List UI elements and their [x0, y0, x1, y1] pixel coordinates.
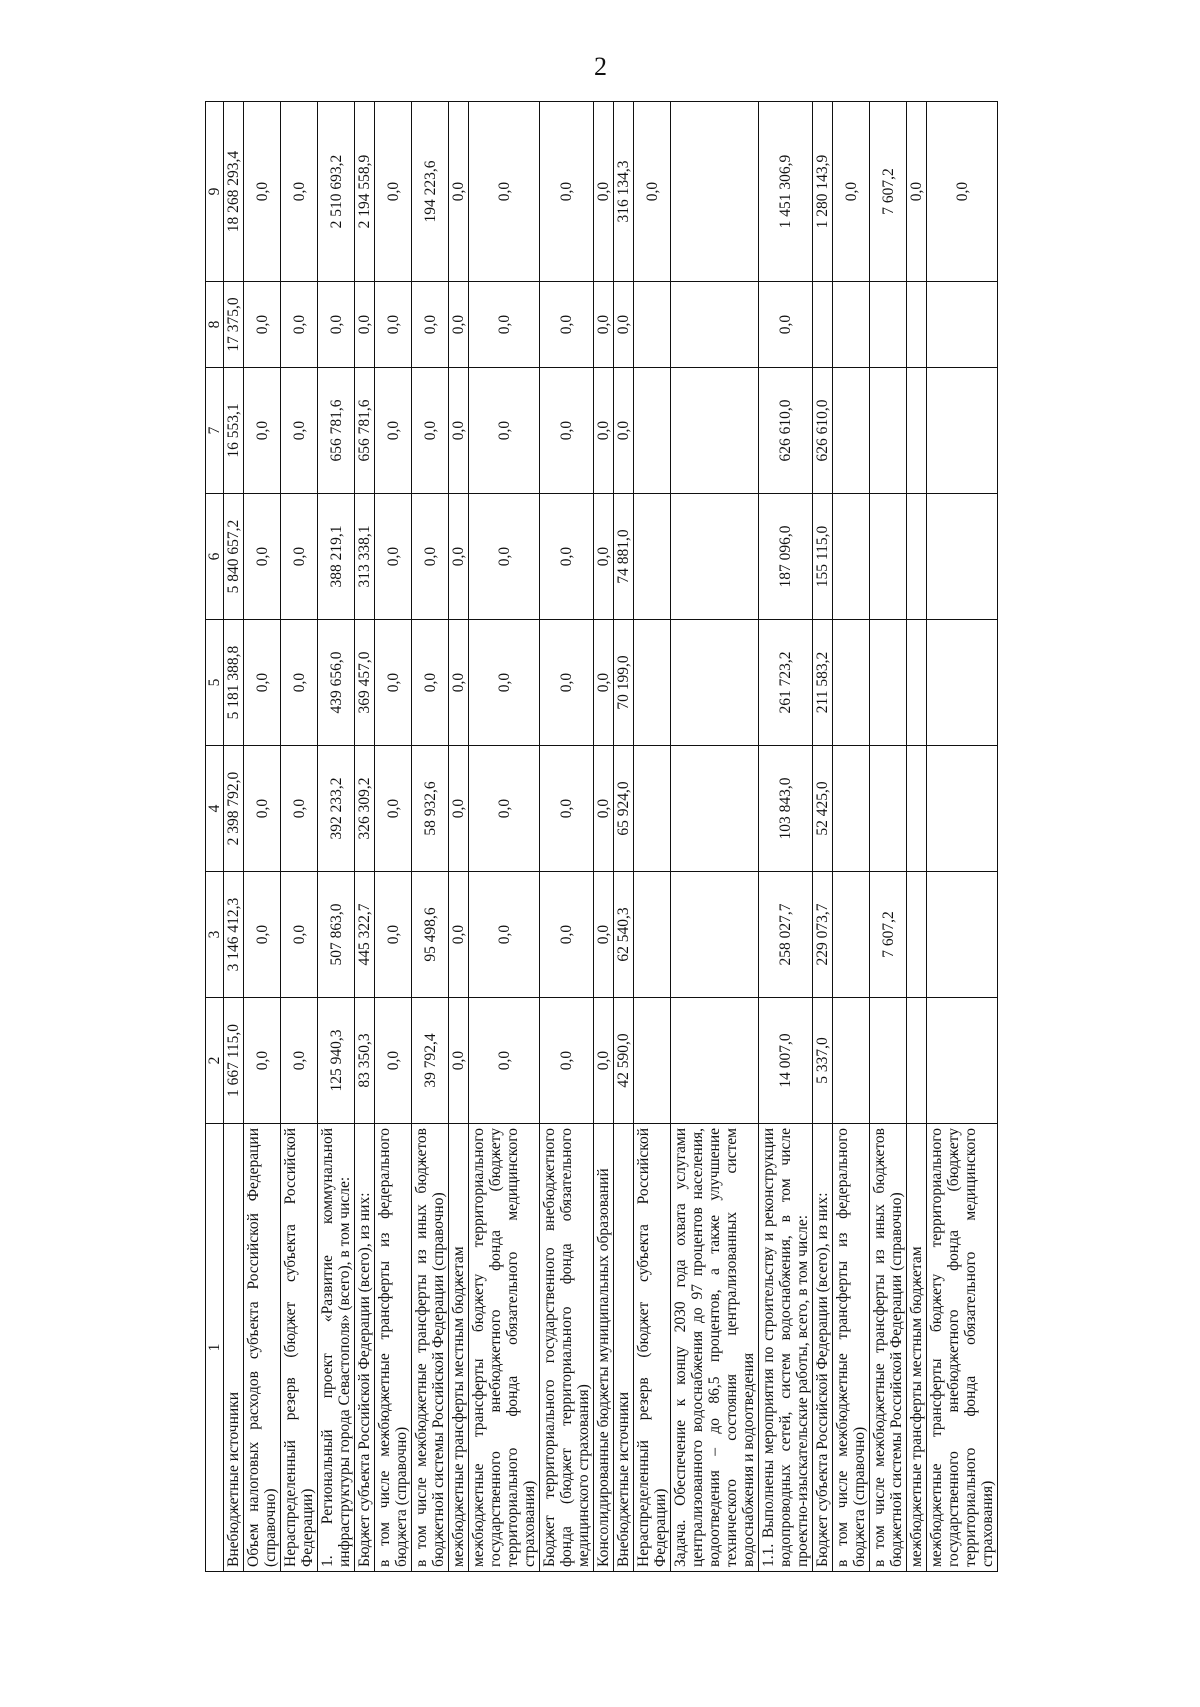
value-cell: 2 194 558,9	[355, 102, 375, 282]
value-cell	[634, 368, 671, 494]
value-cell: 1 451 306,9	[759, 102, 813, 282]
value-cell: 125 940,3	[318, 998, 355, 1124]
value-cell: 0,0	[281, 102, 318, 282]
value-cell: 0,0	[244, 998, 281, 1124]
table-row	[355, 102, 375, 1572]
table-row	[813, 102, 833, 1572]
value-cell: 52 425,0	[813, 746, 833, 872]
value-cell: 0,0	[375, 998, 412, 1124]
value-cell: 0,0	[469, 282, 540, 368]
value-cell: 0,0	[375, 620, 412, 746]
value-cell: 0,0	[281, 998, 318, 1124]
value-cell: 0,0	[449, 368, 469, 494]
value-cell	[634, 620, 671, 746]
value-cell	[907, 368, 927, 494]
value-cell: 74 881,0	[614, 494, 634, 620]
table-row	[634, 102, 671, 1572]
value-cell: 0,0	[449, 998, 469, 1124]
page-number: 2	[594, 52, 607, 81]
value-cell: 211 583,2	[813, 620, 833, 746]
column-header: 1	[206, 1124, 224, 1572]
value-cell: 0,0	[469, 102, 540, 282]
value-cell: 39 792,4	[412, 998, 449, 1124]
value-cell: 0,0	[614, 368, 634, 494]
value-cell: 313 338,1	[355, 494, 375, 620]
value-cell: 58 932,6	[412, 746, 449, 872]
value-cell: 507 863,0	[318, 872, 355, 998]
table-row	[927, 102, 998, 1572]
value-cell: 155 115,0	[813, 494, 833, 620]
value-cell	[671, 998, 759, 1124]
budget-table	[205, 101, 998, 1572]
row-label: межбюджетные трансферты местным бюджетам	[449, 1124, 469, 1572]
value-cell	[833, 282, 870, 368]
value-cell	[671, 494, 759, 620]
value-cell: 14 007,0	[759, 998, 813, 1124]
value-cell: 0,0	[244, 368, 281, 494]
value-cell	[833, 998, 870, 1124]
value-cell: 0,0	[469, 746, 540, 872]
value-cell: 0,0	[469, 998, 540, 1124]
value-cell	[870, 282, 907, 368]
value-cell: 0,0	[907, 102, 927, 282]
value-cell: 0,0	[244, 872, 281, 998]
value-cell: 258 027,7	[759, 872, 813, 998]
table-row	[759, 102, 813, 1572]
value-cell: 5 840 657,2	[224, 494, 244, 620]
value-cell: 0,0	[244, 620, 281, 746]
value-cell: 626 610,0	[813, 368, 833, 494]
value-cell: 42 590,0	[614, 998, 634, 1124]
value-cell: 0,0	[355, 282, 375, 368]
table-row	[375, 102, 412, 1572]
table-row	[244, 102, 281, 1572]
row-label: Бюджет субъекта Российской Федерации (всего), из них:	[813, 1124, 833, 1572]
value-cell: 0,0	[927, 102, 998, 282]
value-cell	[671, 368, 759, 494]
value-cell: 0,0	[449, 872, 469, 998]
column-header: 8	[206, 282, 224, 368]
table-row	[870, 102, 907, 1572]
value-cell: 0,0	[469, 872, 540, 998]
value-cell: 0,0	[540, 102, 594, 282]
value-cell: 0,0	[375, 494, 412, 620]
value-cell: 0,0	[318, 282, 355, 368]
row-label: Нераспределенный резерв (бюджет субъекта Российской Федерации)	[634, 1124, 671, 1572]
value-cell: 388 219,1	[318, 494, 355, 620]
value-cell: 229 073,7	[813, 872, 833, 998]
value-cell	[927, 872, 998, 998]
value-cell: 5 181 388,8	[224, 620, 244, 746]
row-label: в том числе межбюджетные трансферты из иных бюджетов бюджетной системы Российской Федерации (справочно)	[412, 1124, 449, 1572]
value-cell: 0,0	[412, 494, 449, 620]
row-label: межбюджетные трансферты местным бюджетам	[907, 1124, 927, 1572]
value-cell: 392 233,2	[318, 746, 355, 872]
value-cell: 626 610,0	[759, 368, 813, 494]
value-cell: 2 510 693,2	[318, 102, 355, 282]
row-label: Внебюджетные источники	[614, 1124, 634, 1572]
row-label: Бюджет субъекта Российской Федерации (всего), из них:	[355, 1124, 375, 1572]
value-cell: 0,0	[759, 282, 813, 368]
value-cell: 0,0	[375, 872, 412, 998]
value-cell: 0,0	[412, 282, 449, 368]
value-cell	[833, 746, 870, 872]
table-row	[224, 102, 244, 1572]
value-cell: 0,0	[449, 746, 469, 872]
value-cell: 103 843,0	[759, 746, 813, 872]
value-cell: 18 268 293,4	[224, 102, 244, 282]
value-cell: 0,0	[281, 494, 318, 620]
table-row	[614, 102, 634, 1572]
row-label: межбюджетные трансферты бюджету территориального государственного внебюджетного фонда (бюджету территориального фонда обязательного медицинского страхования)	[469, 1124, 540, 1572]
value-cell: 17 375,0	[224, 282, 244, 368]
value-cell: 0,0	[540, 494, 594, 620]
value-cell	[833, 872, 870, 998]
value-cell: 0,0	[469, 368, 540, 494]
value-cell	[870, 368, 907, 494]
value-cell: 0,0	[594, 998, 614, 1124]
table-row	[318, 102, 355, 1572]
table-row	[907, 102, 927, 1572]
value-cell: 0,0	[594, 746, 614, 872]
table-row	[281, 102, 318, 1572]
value-cell: 0,0	[634, 102, 671, 282]
value-cell: 0,0	[281, 368, 318, 494]
row-label: 1.1. Выполнены мероприятия по строительству и реконструкции водопроводных сетей, систем водоснабжения, в том числе проектно-изыскательские работы, всего, в том числе:	[759, 1124, 813, 1572]
value-cell	[634, 494, 671, 620]
value-cell: 187 096,0	[759, 494, 813, 620]
row-label: Внебюджетные источники	[224, 1124, 244, 1572]
value-cell: 0,0	[540, 746, 594, 872]
value-cell: 0,0	[594, 620, 614, 746]
column-header: 2	[206, 998, 224, 1124]
value-cell: 0,0	[594, 282, 614, 368]
value-cell: 70 199,0	[614, 620, 634, 746]
value-cell	[907, 872, 927, 998]
value-cell	[927, 620, 998, 746]
value-cell	[927, 998, 998, 1124]
column-header: 3	[206, 872, 224, 998]
value-cell	[833, 494, 870, 620]
value-cell: 445 322,7	[355, 872, 375, 998]
column-header: 6	[206, 494, 224, 620]
value-cell	[671, 282, 759, 368]
value-cell: 0,0	[540, 620, 594, 746]
value-cell	[671, 620, 759, 746]
value-cell: 0,0	[469, 494, 540, 620]
row-label: Объем налоговых расходов субъекта Российской Федерации (справочно)	[244, 1124, 281, 1572]
value-cell	[927, 368, 998, 494]
column-header: 4	[206, 746, 224, 872]
value-cell: 0,0	[594, 368, 614, 494]
value-cell: 369 457,0	[355, 620, 375, 746]
value-cell	[634, 998, 671, 1124]
row-label: 1. Региональный проект «Развитие коммунальной инфраструктуры города Севастополя» (всего), в том числе:	[318, 1124, 355, 1572]
row-label: межбюджетные трансферты бюджету территориального государственного внебюджетного фонда (бюджету территориального фонда обязательного медицинского страхования)	[927, 1124, 998, 1572]
row-label: в том числе межбюджетные трансферты из федерального бюджета (справочно)	[375, 1124, 412, 1572]
value-cell	[907, 494, 927, 620]
row-label: Бюджет территориального государственного внебюджетного фонда (бюджет территориального фонда обязательного медицинского страхования)	[540, 1124, 594, 1572]
value-cell	[907, 620, 927, 746]
value-cell: 83 350,3	[355, 998, 375, 1124]
value-cell: 7 607,2	[870, 102, 907, 282]
value-cell: 194 223,6	[412, 102, 449, 282]
value-cell: 0,0	[449, 620, 469, 746]
value-cell	[870, 494, 907, 620]
value-cell: 3 146 412,3	[224, 872, 244, 998]
value-cell: 0,0	[375, 282, 412, 368]
table-row	[469, 102, 540, 1572]
value-cell	[634, 746, 671, 872]
value-cell: 0,0	[540, 368, 594, 494]
value-cell: 0,0	[375, 746, 412, 872]
column-header: 5	[206, 620, 224, 746]
value-cell: 0,0	[540, 998, 594, 1124]
value-cell	[671, 746, 759, 872]
value-cell: 0,0	[594, 102, 614, 282]
value-cell: 439 656,0	[318, 620, 355, 746]
value-cell: 65 924,0	[614, 746, 634, 872]
value-cell	[907, 998, 927, 1124]
row-label: Нераспределенный резерв (бюджет субъекта Российской Федерации)	[281, 1124, 318, 1572]
value-cell: 261 723,2	[759, 620, 813, 746]
value-cell	[634, 282, 671, 368]
value-cell: 0,0	[281, 282, 318, 368]
value-cell: 16 553,1	[224, 368, 244, 494]
row-label: Консолидированные бюджеты муниципальных образований	[594, 1124, 614, 1572]
value-cell	[634, 872, 671, 998]
value-cell: 0,0	[244, 494, 281, 620]
value-cell	[813, 282, 833, 368]
value-cell	[833, 620, 870, 746]
table-row	[540, 102, 594, 1572]
value-cell	[927, 282, 998, 368]
table-row	[671, 102, 759, 1572]
header-row	[206, 102, 224, 1572]
value-cell: 0,0	[281, 746, 318, 872]
value-cell	[870, 998, 907, 1124]
column-header: 9	[206, 102, 224, 282]
value-cell	[907, 282, 927, 368]
value-cell: 316 134,3	[614, 102, 634, 282]
value-cell	[907, 746, 927, 872]
value-cell: 2 398 792,0	[224, 746, 244, 872]
value-cell: 0,0	[594, 872, 614, 998]
value-cell	[927, 746, 998, 872]
rotated-table-container	[205, 102, 1200, 1572]
column-header: 7	[206, 368, 224, 494]
value-cell: 0,0	[375, 368, 412, 494]
value-cell: 95 498,6	[412, 872, 449, 998]
value-cell: 1 280 143,9	[813, 102, 833, 282]
value-cell: 0,0	[244, 746, 281, 872]
value-cell: 0,0	[540, 872, 594, 998]
value-cell: 1 667 115,0	[224, 998, 244, 1124]
value-cell: 0,0	[449, 102, 469, 282]
value-cell: 0,0	[449, 282, 469, 368]
value-cell: 0,0	[540, 282, 594, 368]
table-row	[412, 102, 449, 1572]
value-cell	[671, 872, 759, 998]
value-cell	[671, 102, 759, 282]
value-cell: 656 781,6	[318, 368, 355, 494]
value-cell: 0,0	[469, 620, 540, 746]
value-cell: 0,0	[833, 102, 870, 282]
table-row	[449, 102, 469, 1572]
value-cell	[870, 620, 907, 746]
table-row	[833, 102, 870, 1572]
value-cell: 0,0	[281, 620, 318, 746]
value-cell: 326 309,2	[355, 746, 375, 872]
value-cell: 0,0	[375, 102, 412, 282]
value-cell: 0,0	[281, 872, 318, 998]
table-row	[594, 102, 614, 1572]
row-label: Задача. Обеспечение к концу 2030 года охвата услугами централизованного водоснабжения до 97 процентов населения, водоотведения – до 86,5 процентов, а также улучшение технического состояния централизованных систем водоснабжения и водоотведения	[671, 1124, 759, 1572]
row-label: в том числе межбюджетные трансферты из федерального бюджета (справочно)	[833, 1124, 870, 1572]
value-cell: 0,0	[449, 494, 469, 620]
value-cell: 7 607,2	[870, 872, 907, 998]
value-cell: 656 781,6	[355, 368, 375, 494]
value-cell	[833, 368, 870, 494]
value-cell: 0,0	[412, 620, 449, 746]
value-cell: 0,0	[614, 282, 634, 368]
value-cell	[870, 746, 907, 872]
value-cell: 0,0	[594, 494, 614, 620]
row-label: в том числе межбюджетные трансферты из иных бюджетов бюджетной системы Российской Федерации (справочно)	[870, 1124, 907, 1572]
value-cell	[927, 494, 998, 620]
value-cell: 0,0	[244, 102, 281, 282]
value-cell: 62 540,3	[614, 872, 634, 998]
value-cell: 5 337,0	[813, 998, 833, 1124]
value-cell: 0,0	[244, 282, 281, 368]
value-cell: 0,0	[412, 368, 449, 494]
